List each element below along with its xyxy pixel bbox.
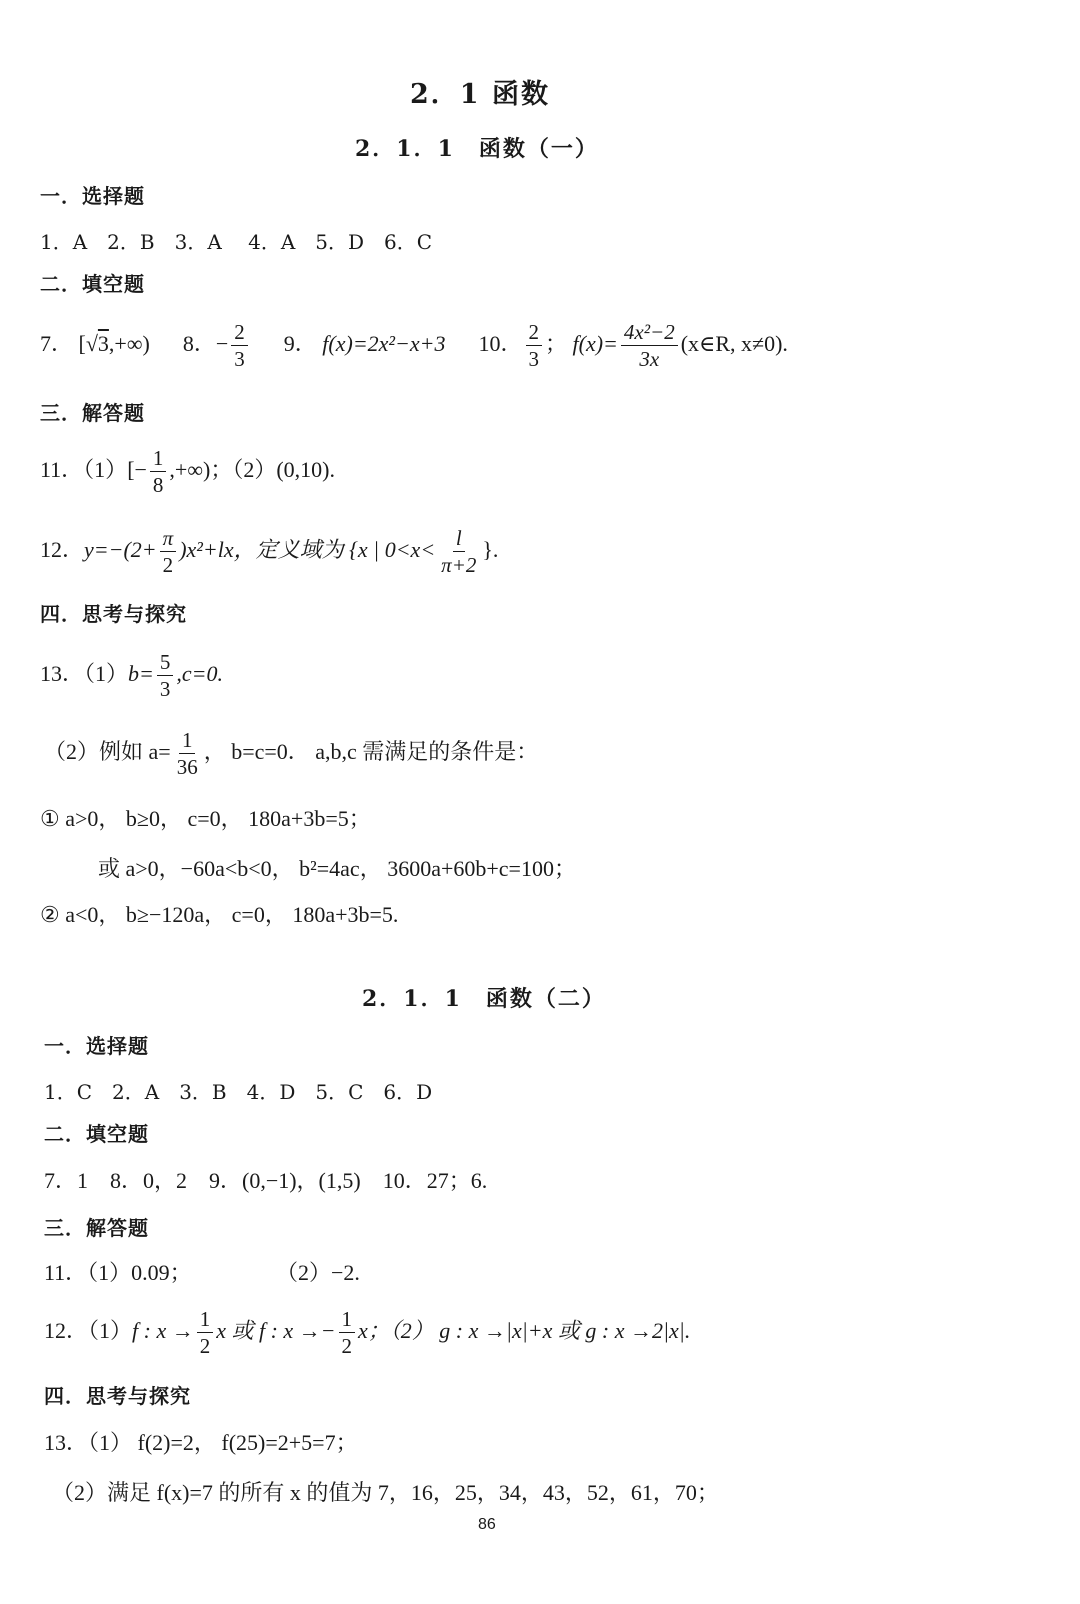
math-text: ,+∞)；（2）(0,10).: [169, 457, 335, 482]
math-text: ,+∞): [108, 331, 150, 356]
fraction-numerator: 1: [150, 446, 167, 472]
math-text: −: [215, 331, 229, 356]
fraction: [160, 526, 177, 577]
fraction-numerator: 1: [179, 728, 196, 754]
fraction-numerator: 4x²−2: [621, 320, 678, 346]
answer-line: 1．A 2．B 3．A 4．A 5．D 6．C: [40, 230, 433, 254]
math-text: x 或 f : x →−: [216, 1318, 336, 1343]
fraction-denominator: 8: [152, 473, 164, 498]
section-heading-2: 2．1．1 函数（二）: [362, 986, 606, 1012]
subsection-title: 二．填空题: [40, 272, 145, 296]
question-label: 11．（1）: [40, 457, 128, 482]
fill-blank-answers: [40, 314, 788, 374]
fraction-denominator: 3: [234, 347, 245, 372]
math-text: )x²+lx，定义域为 {x | 0<x<: [179, 537, 436, 562]
math-text: b=: [128, 661, 154, 686]
question-label: 9．: [283, 331, 317, 356]
fraction: [526, 320, 543, 371]
subsection-title: 三．解答题: [40, 401, 145, 425]
answer-13-2: （2）满足 f(x)=7 的所有 x 的值为 7，16，25，34，43，52，61，70；: [52, 1480, 719, 1505]
fraction-denominator: 2: [162, 553, 174, 578]
condition-line: ② a<0， b≥−120a， c=0， 180a+3b=5.: [40, 902, 399, 927]
condition-line: ① a>0， b≥0， c=0， 180a+3b=5；: [40, 806, 371, 831]
math-text: }.: [482, 537, 499, 562]
fraction: [231, 320, 248, 371]
math-text: [: [78, 331, 86, 356]
math-text: (x∈R, x≠0).: [680, 331, 788, 356]
math-text: 3: [97, 331, 109, 356]
answer-11b: （2）−2.: [276, 1260, 360, 1285]
fraction-numerator: 2: [231, 320, 248, 346]
section-heading-1: 2．1．1 函数（一）: [355, 136, 599, 162]
math-text: ；: [545, 331, 568, 356]
math-text: x；（2） g : x →|x|+x 或 g : x →2|x|.: [358, 1318, 691, 1343]
math-text: [−: [127, 457, 147, 482]
math-text: ， b=c=0． a,b,c 需满足的条件是：: [203, 739, 539, 764]
math-text: f(x)=2x²−x+3: [322, 331, 446, 356]
answer-13-2: [44, 722, 538, 782]
math-text: f : x →: [132, 1318, 194, 1343]
question-label: 12．（1）: [44, 1318, 133, 1343]
sqrt-icon: √: [85, 331, 98, 356]
answer-11: 11．（1）0.09；: [44, 1260, 192, 1285]
fraction-denominator: 2: [199, 1334, 211, 1359]
math-text: y=−(2+: [84, 537, 157, 562]
fraction: [197, 1307, 214, 1358]
question-label: 13．（1）: [40, 661, 129, 686]
math-text: f(x)=: [572, 331, 618, 356]
fraction: [150, 446, 167, 497]
fraction-denominator: 3: [159, 677, 171, 702]
question-label: 8．: [182, 331, 216, 356]
page-title: 2．1 函数: [410, 79, 550, 110]
answer-line: 7．1 8．0，2 9．(0,−1)，(1,5) 10．27；6.: [44, 1168, 488, 1193]
answer-line: 1．C 2．A 3．B 4．D 5．C 6．D: [44, 1080, 433, 1104]
fraction-numerator: 2: [526, 320, 543, 346]
answer-11: [40, 440, 335, 500]
question-label: 12．: [40, 537, 85, 562]
answer-13-1: [40, 644, 223, 704]
subsection-title: 一．选择题: [40, 184, 145, 208]
math-text: ,c=0.: [176, 661, 223, 686]
fraction-numerator: l: [453, 526, 465, 552]
subsection-title: 一．选择题: [44, 1034, 149, 1058]
fraction-denominator: π+2: [441, 553, 477, 578]
answer-12: [44, 1300, 690, 1362]
page-number: 86: [478, 1516, 496, 1533]
subsection-title: 二．填空题: [44, 1122, 149, 1146]
answer-12: [40, 520, 498, 580]
subsection-title: 三．解答题: [44, 1216, 149, 1240]
question-label: 10．: [478, 331, 523, 356]
fraction: [157, 650, 174, 701]
fraction-denominator: 3x: [639, 347, 660, 372]
fraction: [339, 1307, 356, 1358]
fraction-denominator: 2: [341, 1334, 353, 1359]
math-text: （2）例如 a=: [44, 739, 171, 764]
fraction: [621, 320, 678, 371]
fraction-numerator: 5: [157, 650, 174, 676]
fraction: [438, 526, 479, 577]
fraction-denominator: 36: [176, 755, 198, 780]
answer-13-1: 13．（1） f(2)=2， f(25)=2+5=7；: [44, 1430, 358, 1455]
question-label: 7．: [40, 331, 74, 356]
fraction-numerator: 1: [197, 1307, 214, 1333]
fraction-denominator: 3: [528, 347, 540, 372]
fraction-numerator: π: [160, 526, 177, 552]
subsection-title: 四．思考与探究: [44, 1384, 191, 1408]
fraction-numerator: 1: [339, 1307, 356, 1333]
fraction: [174, 728, 201, 779]
condition-line: 或 a>0，−60a<b<0， b²=4ac， 3600a+60b+c=100；: [98, 856, 576, 881]
subsection-title: 四．思考与探究: [40, 602, 187, 626]
